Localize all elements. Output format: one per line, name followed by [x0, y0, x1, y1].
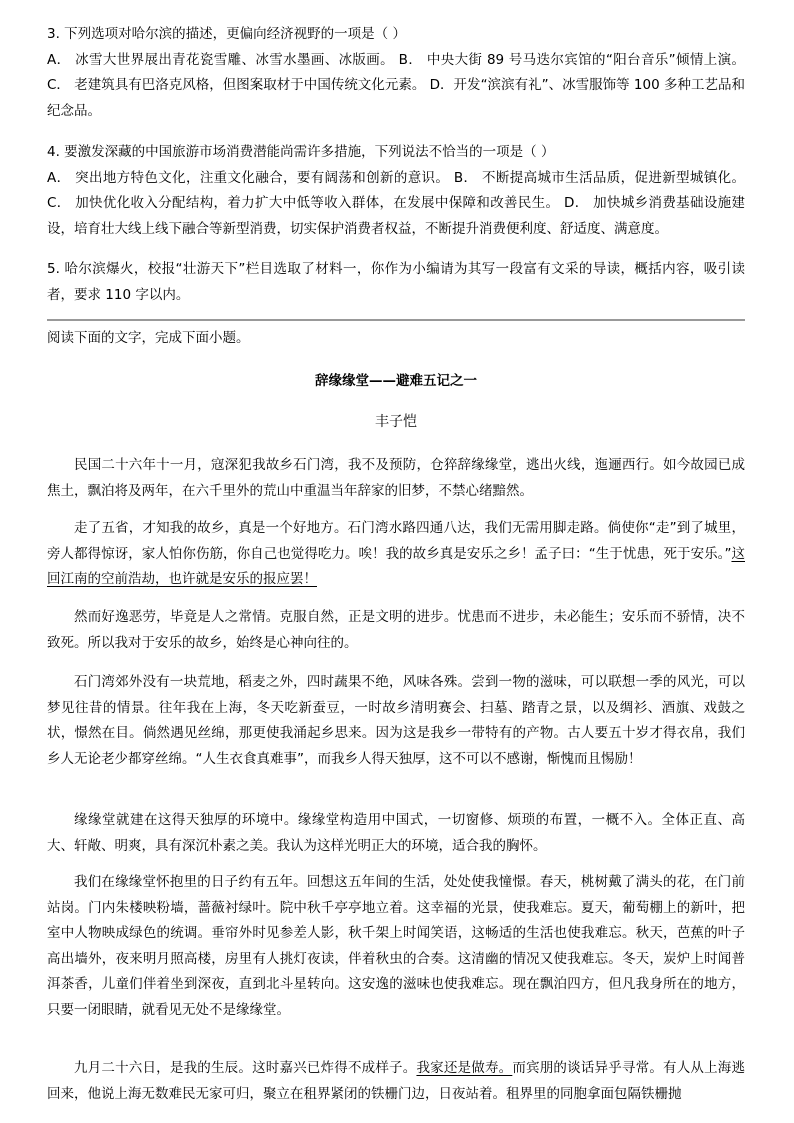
section-divider [47, 319, 745, 321]
question-5 [47, 257, 745, 308]
article-paragraph-7 [47, 1056, 745, 1107]
question-5-stem: 5. 哈尔滨爆火，校报“壮游天下”栏目选取了材料一，你作为小编请为其写一段富有文采的导读，概括内容，吸引读者，要求 110 字以内。 [47, 261, 745, 303]
article-paragraph-5: 缘缘堂就建在这得天独厚的环境中。缘缘堂构造用中国式，一切窗修、烦琐的布置，一概不入。全体正直、高大、轩敞、明爽，具有深沉朴素之美。我认为这样光明正大的环境，适合我的胸怀。 [47, 812, 745, 854]
question-3-stem: 3. 下列选项对哈尔滨的描述，更偏向经济视野的一项是（ ） [47, 26, 406, 42]
question-4-options: A． 突出地方特色文化，注重文化融合，要有阔荡和创新的意识。 B． 不断提高城市生活品质，促进新型城镇化。 C． 加快优化收入分配结构，着力扩大中低等收入群体，在发展中保障和改善民生。 D． 加快城乡消费基础设施建设，培育壮大线上线下融合等新型消费，切实保护消费者权益，不断提升消费便利度、舒适度、满意度。 [47, 169, 745, 237]
article-paragraph-7-text-a: 九月二十六日，是我的生辰。这时嘉兴已炸得不成样子。 [74, 1060, 417, 1076]
article-paragraph-1: 民国二十六年十一月，寇深犯我故乡石门湾，我不及预防，仓猝辞缘缘堂，逃出火线，迤逦西行。如今故园已成焦土，飘泊将及两年，在六千里外的荒山中重温当年辞家的旧梦，不禁心绪黯然。 [47, 457, 745, 499]
article-paragraph-4: 石门湾郊外没有一块荒地，稻麦之外，四时蔬果不绝，风味各殊。尝到一物的滋味，可以联想一季的风光，可以梦见往昔的情景。往年我在上海，冬天吃新蚕豆，一时故乡清明赛会、扫墓、踏青之景，以及绸衫、酒旗、戏鼓之状，憬然在目。倘然遇见丝绵，那更使我涌起乡思来。因为这是我乡一带特有的产物。古人要五十岁才得衣帛，我们乡人无论老少都穿丝绵。“人生衣食真难事”，而我乡人得天独厚，这不可以不感谢，惭愧而且惕励！ [47, 674, 745, 767]
question-3-options: A． 冰雪大世界展出青花瓷雪雕、冰雪水墨画、冰版画。 B． 中央大街 89 号马迭尔宾馆的“阳台音乐”倾情上演。 C． 老建筑具有巴洛克风格，但图案取材于中国传统文化元素。 D．开发“滨滨有礼”、冰雪服饰等 100 多种工艺品和纪念品。 [47, 51, 745, 119]
question-3 [47, 22, 745, 124]
section-intro: 阅读下面的文字，完成下面小题。 [47, 330, 250, 346]
question-4 [47, 140, 745, 242]
article-paragraph-7-text-b: 而宾朋的谈话异乎寻常。有人从上海逃回来，他说上海无数难民无家可归，聚立在租界紧闭的铁栅门边，日夜站着。租界里的同胞拿面包隔铁栅抛 [47, 1060, 746, 1102]
question-4-stem: 4. 要激发深藏的中国旅游市场消费潜能尚需许多措施，下列说法不恰当的一项是（ ） [47, 144, 555, 160]
article-author: 丰子恺 [375, 414, 417, 430]
article-title: 辞缘缘堂——避难五记之一 [315, 373, 477, 389]
article-paragraph-2-text: 走了五省，才知我的故乡，真是一个好地方。石门湾水路四通八达，我们无需用脚走路。倘使你“走”到了城里，旁人都得惊讶，家人怕你伤筋，你自己也觉得吃力。唉！我的故乡真是安乐之乡！孟子曰：“生于忧患，死于安乐。” [47, 520, 745, 562]
underlined-sentence-1: 这回江南的空前浩劫，也许就是安乐的报应罢！ [47, 545, 745, 587]
article-paragraph-2 [47, 516, 745, 593]
underlined-sentence-2: 我家还是做寿。 [416, 1060, 513, 1076]
article-paragraph-6: 我们在缘缘堂怀抱里的日子约有五年。回想这五年间的生活，处处使我憧憬。春天，桃树戴了满头的花，在门前站岗。门内朱楼映粉墙，蔷薇衬绿叶。院中秋千亭亭地立着。这幸福的光景，使我难忘。夏天，葡萄棚上的新叶，把室中人物映成绿色的统调。垂帘外时见参差人影，秋千架上时闻笑语，这畅适的生活也使我难忘。秋天，芭蕉的叶子高出墙外，夜来明月照高楼，房里有人挑灯夜读，伴着秋虫的合奏。这清幽的情况又使我难忘。冬天，炭炉上时闻普洱茶香，儿童们伴着坐到深夜，直到北斗星转向。这安逸的滋味也使我难忘。现在飘泊四方，但凡我身所在的地方，只要一闭眼睛，就看见无处不是缘缘堂。 [47, 874, 745, 1018]
article-paragraph-3: 然而好逸恶劳，毕竟是人之常情。克服自然，正是文明的进步。忧患而不进步，未必能生；安乐而不骄情，决不致死。所以我对于安乐的故乡，始终是心神向往的。 [47, 609, 745, 651]
